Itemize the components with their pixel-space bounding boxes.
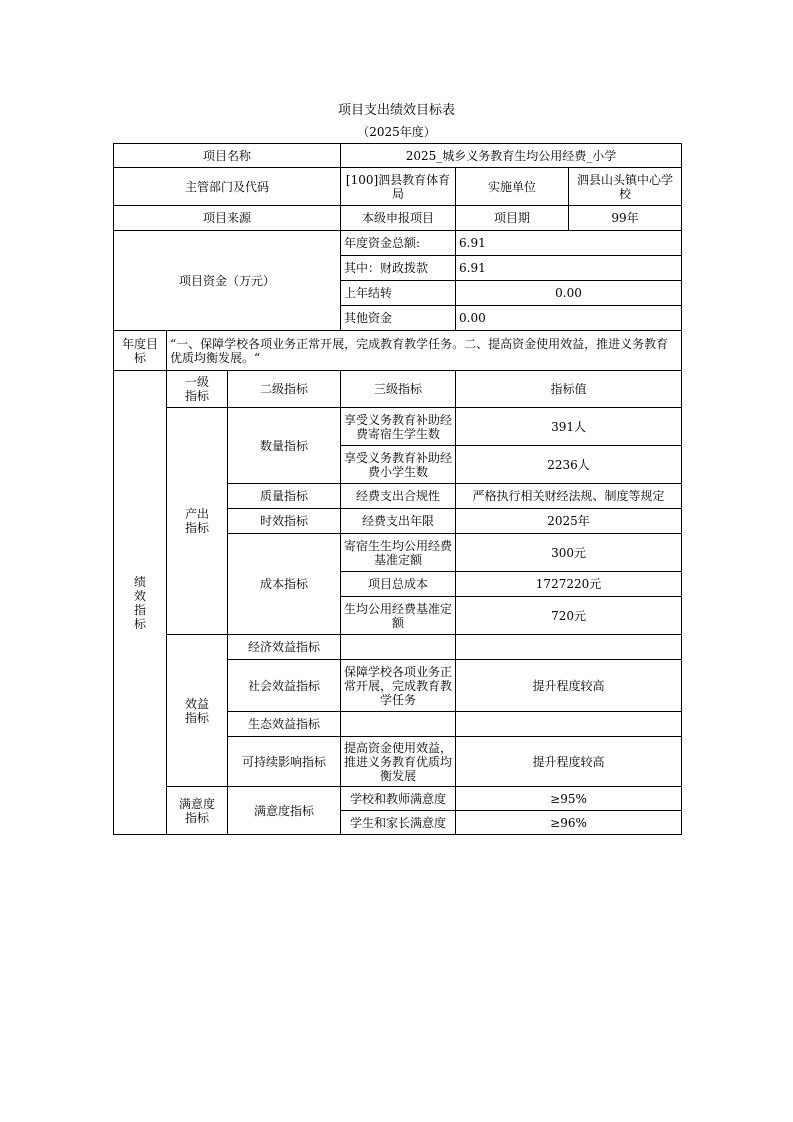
doc-title: 项目支出绩效目标表 [337,103,455,118]
unit-label: 实施单位 [456,168,569,206]
unit-value: 泗县山头镇中心学校 [569,168,682,206]
table-row [114,331,682,371]
fund-fiscal-value: 6.91 [456,256,682,281]
satisfaction-indicator-label: 满意度指标 [167,787,228,835]
ecological-item-value [456,712,682,737]
ecological-indicator-label: 生态效益指标 [228,712,341,737]
timeliness-item-name: 经费支出年限 [341,509,456,534]
economic-item-name [341,635,456,660]
quality-item-name: 经费支出合规性 [341,484,456,509]
cost-item-name: 寄宿生生均公用经费基准定额 [341,534,456,572]
header-value: 指标值 [456,371,682,408]
table-row [114,635,682,660]
satisfaction-item-value: ≥96% [456,811,682,835]
social-item-name: 保障学校各项业务正常开展，完成教育教学任务 [341,660,456,712]
timeliness-indicator-label: 时效指标 [228,509,341,534]
satisfaction-item-value: ≥95% [456,787,682,811]
table-row [114,787,682,811]
fund-other-label: 其他资金 [341,306,456,331]
quantity-item-name: 享受义务教育补助经费小学生数 [341,446,456,484]
table-row [114,144,682,168]
fund-total-label: 年度资金总额: [341,231,456,256]
social-indicator-label: 社会效益指标 [228,660,341,712]
header-level2: 二级指标 [228,371,341,408]
quality-item-value: 严格执行相关财经法规、制度等规定 [456,484,682,509]
sustainable-item-name: 提高资金使用效益，推进义务教育优质均衡发展 [341,737,456,787]
cost-item-value: 720元 [456,597,682,635]
quality-indicator-label: 质量指标 [228,484,341,509]
fund-other-value: 0.00 [456,306,682,331]
source-label: 项目来源 [114,206,341,231]
economic-item-value [456,635,682,660]
dept-value: [100]泗县教育体育局 [341,168,456,206]
fund-total-value: 6.91 [456,231,682,256]
dept-label: 主管部门及代码 [114,168,341,206]
funds-label: 项目资金（万元） [114,231,341,331]
table-row [114,168,682,206]
table-row [114,371,682,408]
economic-indicator-label: 经济效益指标 [228,635,341,660]
annual-goal-text: “一、保障学校各项业务正常开展，完成教育教学任务。二、提高资金使用效益，推进义务教育优质均衡发展。“ [167,331,682,371]
cost-item-name: 生均公用经费基准定额 [341,597,456,635]
social-item-value: 提升程度较高 [456,660,682,712]
quantity-item-value: 391人 [456,408,682,446]
satisfaction-sub-label: 满意度指标 [228,787,341,835]
output-indicator-label: 产出指标 [167,408,228,635]
project-name: 2025_城乡义务教育生均公用经费_小学 [341,144,682,168]
cost-item-value: 1727220元 [456,572,682,597]
quantity-item-value: 2236人 [456,446,682,484]
benefit-indicator-label: 效益指标 [167,635,228,787]
fund-carryover-label: 上年结转 [341,281,456,306]
table-row [114,206,682,231]
ecological-item-name [341,712,456,737]
quantity-item-name: 享受义务教育补助经费寄宿生学生数 [341,408,456,446]
sustainable-item-value: 提升程度较高 [456,737,682,787]
performance-target-table [113,143,682,835]
sustainable-indicator-label: 可持续影响指标 [228,737,341,787]
annual-goal-label: 年度目标 [114,331,167,371]
cost-item-name: 项目总成本 [341,572,456,597]
fund-fiscal-label: 其中：财政拨款 [341,256,456,281]
cost-indicator-label: 成本指标 [228,534,341,635]
table-row [114,408,682,446]
period-value: 99年 [569,206,682,231]
table-row [114,231,682,256]
header-level1: 一级指标 [167,371,228,408]
timeliness-item-value: 2025年 [456,509,682,534]
fund-carryover-value: 0.00 [456,281,682,306]
source-value: 本级申报项目 [341,206,456,231]
header-level3: 三级指标 [341,371,456,408]
period-label: 项目期 [456,206,569,231]
cost-item-value: 300元 [456,534,682,572]
project-name-label: 项目名称 [114,144,341,168]
satisfaction-item-name: 学校和教师满意度 [341,787,456,811]
satisfaction-item-name: 学生和家长满意度 [341,811,456,835]
doc-subtitle: （2025年度） [357,125,436,139]
quantity-indicator-label: 数量指标 [228,408,341,484]
indicators-section-label: 绩效指标 [114,371,167,835]
